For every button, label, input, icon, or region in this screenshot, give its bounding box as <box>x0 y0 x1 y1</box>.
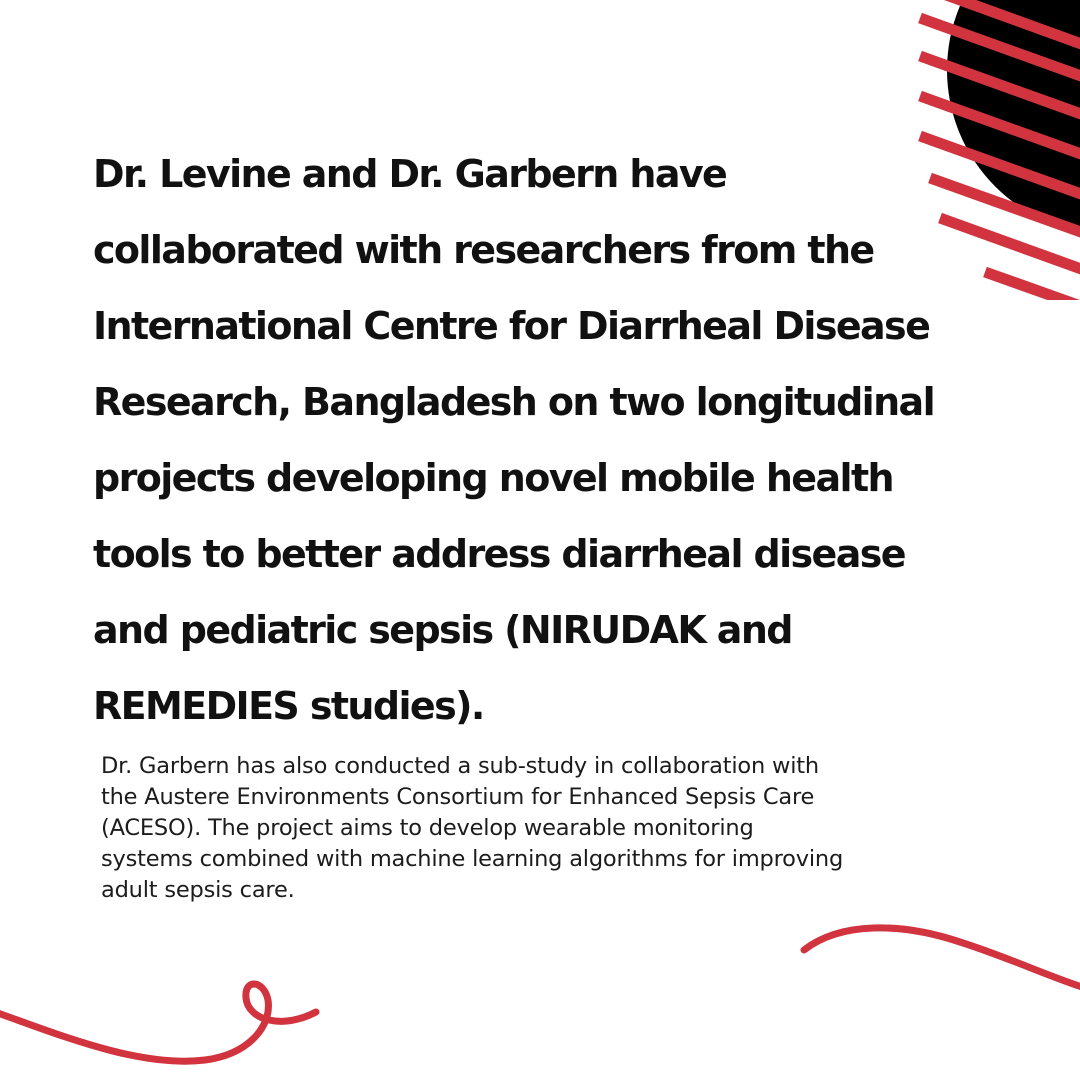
headline-line: and pediatric sepsis (NIRUDAK and <box>93 608 792 652</box>
red-wave <box>804 928 1080 988</box>
body-line: adult sepsis care. <box>101 877 295 903</box>
red-loop-ribbon <box>0 984 316 1061</box>
headline-line: collaborated with researchers from the <box>93 228 874 272</box>
red-stripe <box>985 272 1080 320</box>
headline-line: REMEDIES studies). <box>93 684 484 728</box>
headline-line: tools to better address diarrheal disease <box>93 532 905 576</box>
headline <box>93 136 993 744</box>
body-line: Dr. Garbern has also conducted a sub-study in collaboration with <box>101 753 819 779</box>
body-line: the Austere Environments Consortium for Enhanced Sepsis Care <box>101 784 815 810</box>
body-line: (ACESO). The project aims to develop wearable monitoring <box>101 815 754 841</box>
headline-line: International Centre for Diarrheal Disease <box>93 304 930 348</box>
body-line: systems combined with machine learning algorithms for improving <box>101 846 844 872</box>
headline-line: Research, Bangladesh on two longitudinal <box>93 380 935 424</box>
body-paragraph <box>101 751 1001 906</box>
headline-line: projects developing novel mobile health <box>93 456 893 500</box>
headline-line: Dr. Levine and Dr. Garbern have <box>93 152 727 196</box>
